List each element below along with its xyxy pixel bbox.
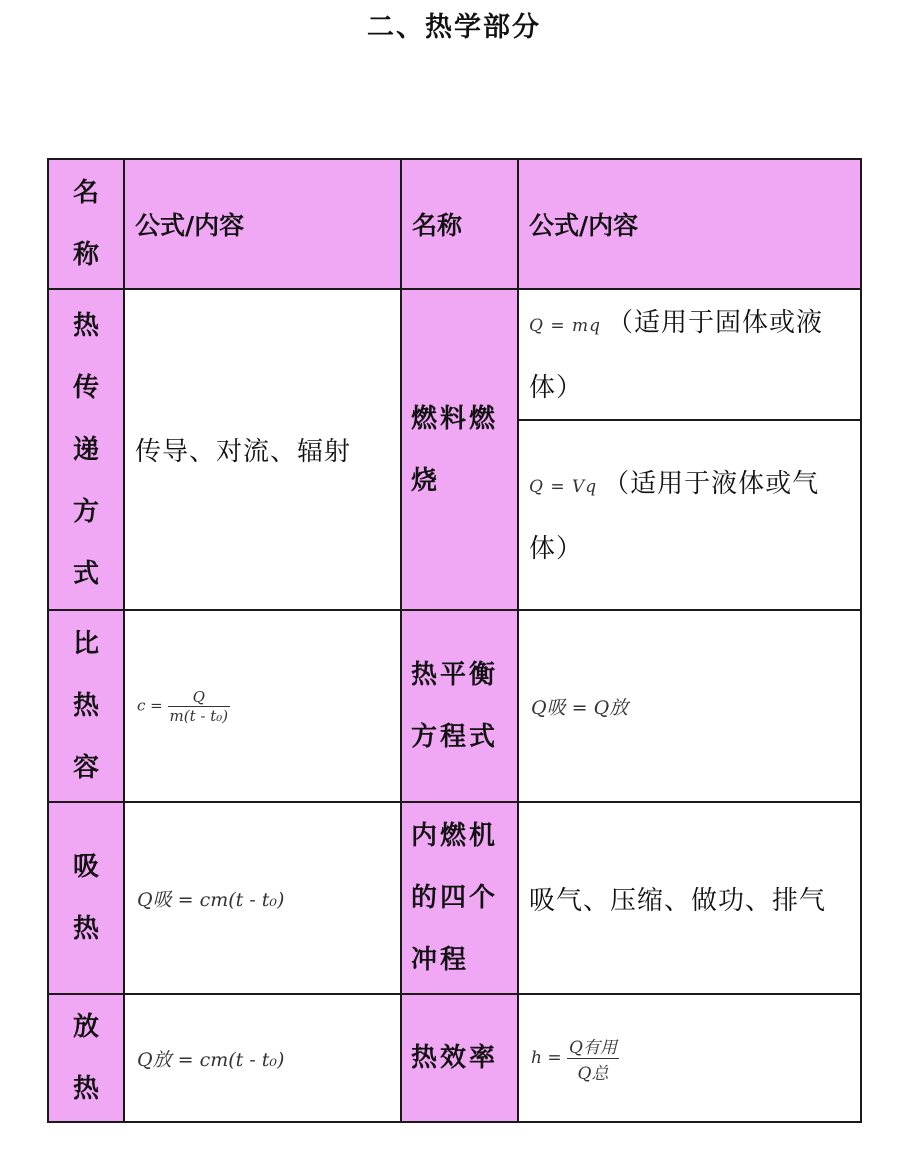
formula-table: [47, 158, 862, 1123]
absorb-formula-cell: [124, 802, 401, 994]
header-content-label: 公式/内容: [135, 211, 245, 240]
table-row: [48, 289, 861, 420]
heat-balance-formula: Q吸 = Q放: [531, 696, 629, 719]
fuel-formula-1-cell: [518, 289, 861, 420]
efficiency-formula-cell: [518, 994, 861, 1122]
header-content-cell-2: [518, 159, 861, 289]
heat-balance-formula-cell: [518, 610, 861, 802]
absorb-formula: Q吸 = cm(t - t₀): [137, 888, 285, 911]
fuel-formula-1-note: （适用于固体或液体）: [529, 308, 824, 403]
efficiency-name: 热效率: [411, 1043, 499, 1073]
engine-name: 内燃机 的四个 冲程: [411, 821, 499, 975]
fuel-formula-2-cell: [518, 420, 861, 610]
specific-heat-formula: [125, 688, 400, 725]
absorb-name: 吸 热: [72, 852, 99, 944]
efficiency-numerator: Q有用: [567, 1033, 619, 1059]
specific-heat-numerator: Q: [168, 688, 231, 707]
table-row: [48, 802, 861, 994]
heat-balance-name-cell: [401, 610, 518, 802]
efficiency-fraction: [567, 1033, 619, 1084]
heat-transfer-content: 传导、对流、辐射: [135, 437, 352, 467]
heat-transfer-name-cell: [48, 289, 124, 610]
engine-content: 吸气、压缩、做功、排气: [529, 885, 827, 916]
engine-name-cell: [401, 802, 518, 994]
release-name: 放 热: [72, 1012, 99, 1104]
efficiency-denominator: Q总: [577, 1063, 609, 1084]
fuel-formula-1: [519, 290, 860, 419]
table-row: [48, 610, 861, 802]
specific-heat-denominator: m(t - t₀): [169, 706, 229, 725]
heat-balance-name: 热平衡 方程式: [411, 660, 499, 752]
specific-heat-formula-cell: [124, 610, 401, 802]
release-formula: Q放 = cm(t - t₀): [137, 1048, 285, 1071]
heat-transfer-content-cell: [124, 289, 401, 610]
header-row: [48, 159, 861, 289]
release-formula-cell: [124, 994, 401, 1122]
page-title: 二、热学部分: [367, 12, 541, 43]
specific-heat-name: 比 热 容: [72, 629, 99, 783]
specific-heat-fraction: [168, 688, 231, 725]
fuel-formula-1-math: Q = mq: [529, 316, 601, 336]
heat-transfer-name: 热 传 递 方 式: [72, 310, 99, 589]
fuel-name-cell: [401, 289, 518, 610]
fuel-formula-2-math: Q = Vq: [529, 476, 598, 497]
fuel-formula-2: [519, 451, 860, 580]
efficiency-name-cell: [401, 994, 518, 1122]
table-row: [48, 994, 861, 1122]
fuel-name: 燃料燃 烧: [411, 403, 499, 496]
header-content-cell: [124, 159, 401, 289]
efficiency-formula: [519, 1033, 860, 1084]
specific-heat-lhs: c =: [137, 696, 163, 714]
engine-content-cell: [518, 802, 861, 994]
header-name-cell-2: [401, 159, 518, 289]
specific-heat-name-cell: [48, 610, 124, 802]
efficiency-lhs: h =: [531, 1047, 562, 1068]
header-name-label: 名 称: [72, 178, 99, 270]
header-name-label-2: 名称: [412, 211, 463, 240]
absorb-name-cell: [48, 802, 124, 994]
release-name-cell: [48, 994, 124, 1122]
header-name-cell: [48, 159, 124, 289]
fuel-formula-2-note: （适用于液体或气体）: [529, 468, 820, 564]
header-content-label-2: 公式/内容: [529, 211, 639, 240]
